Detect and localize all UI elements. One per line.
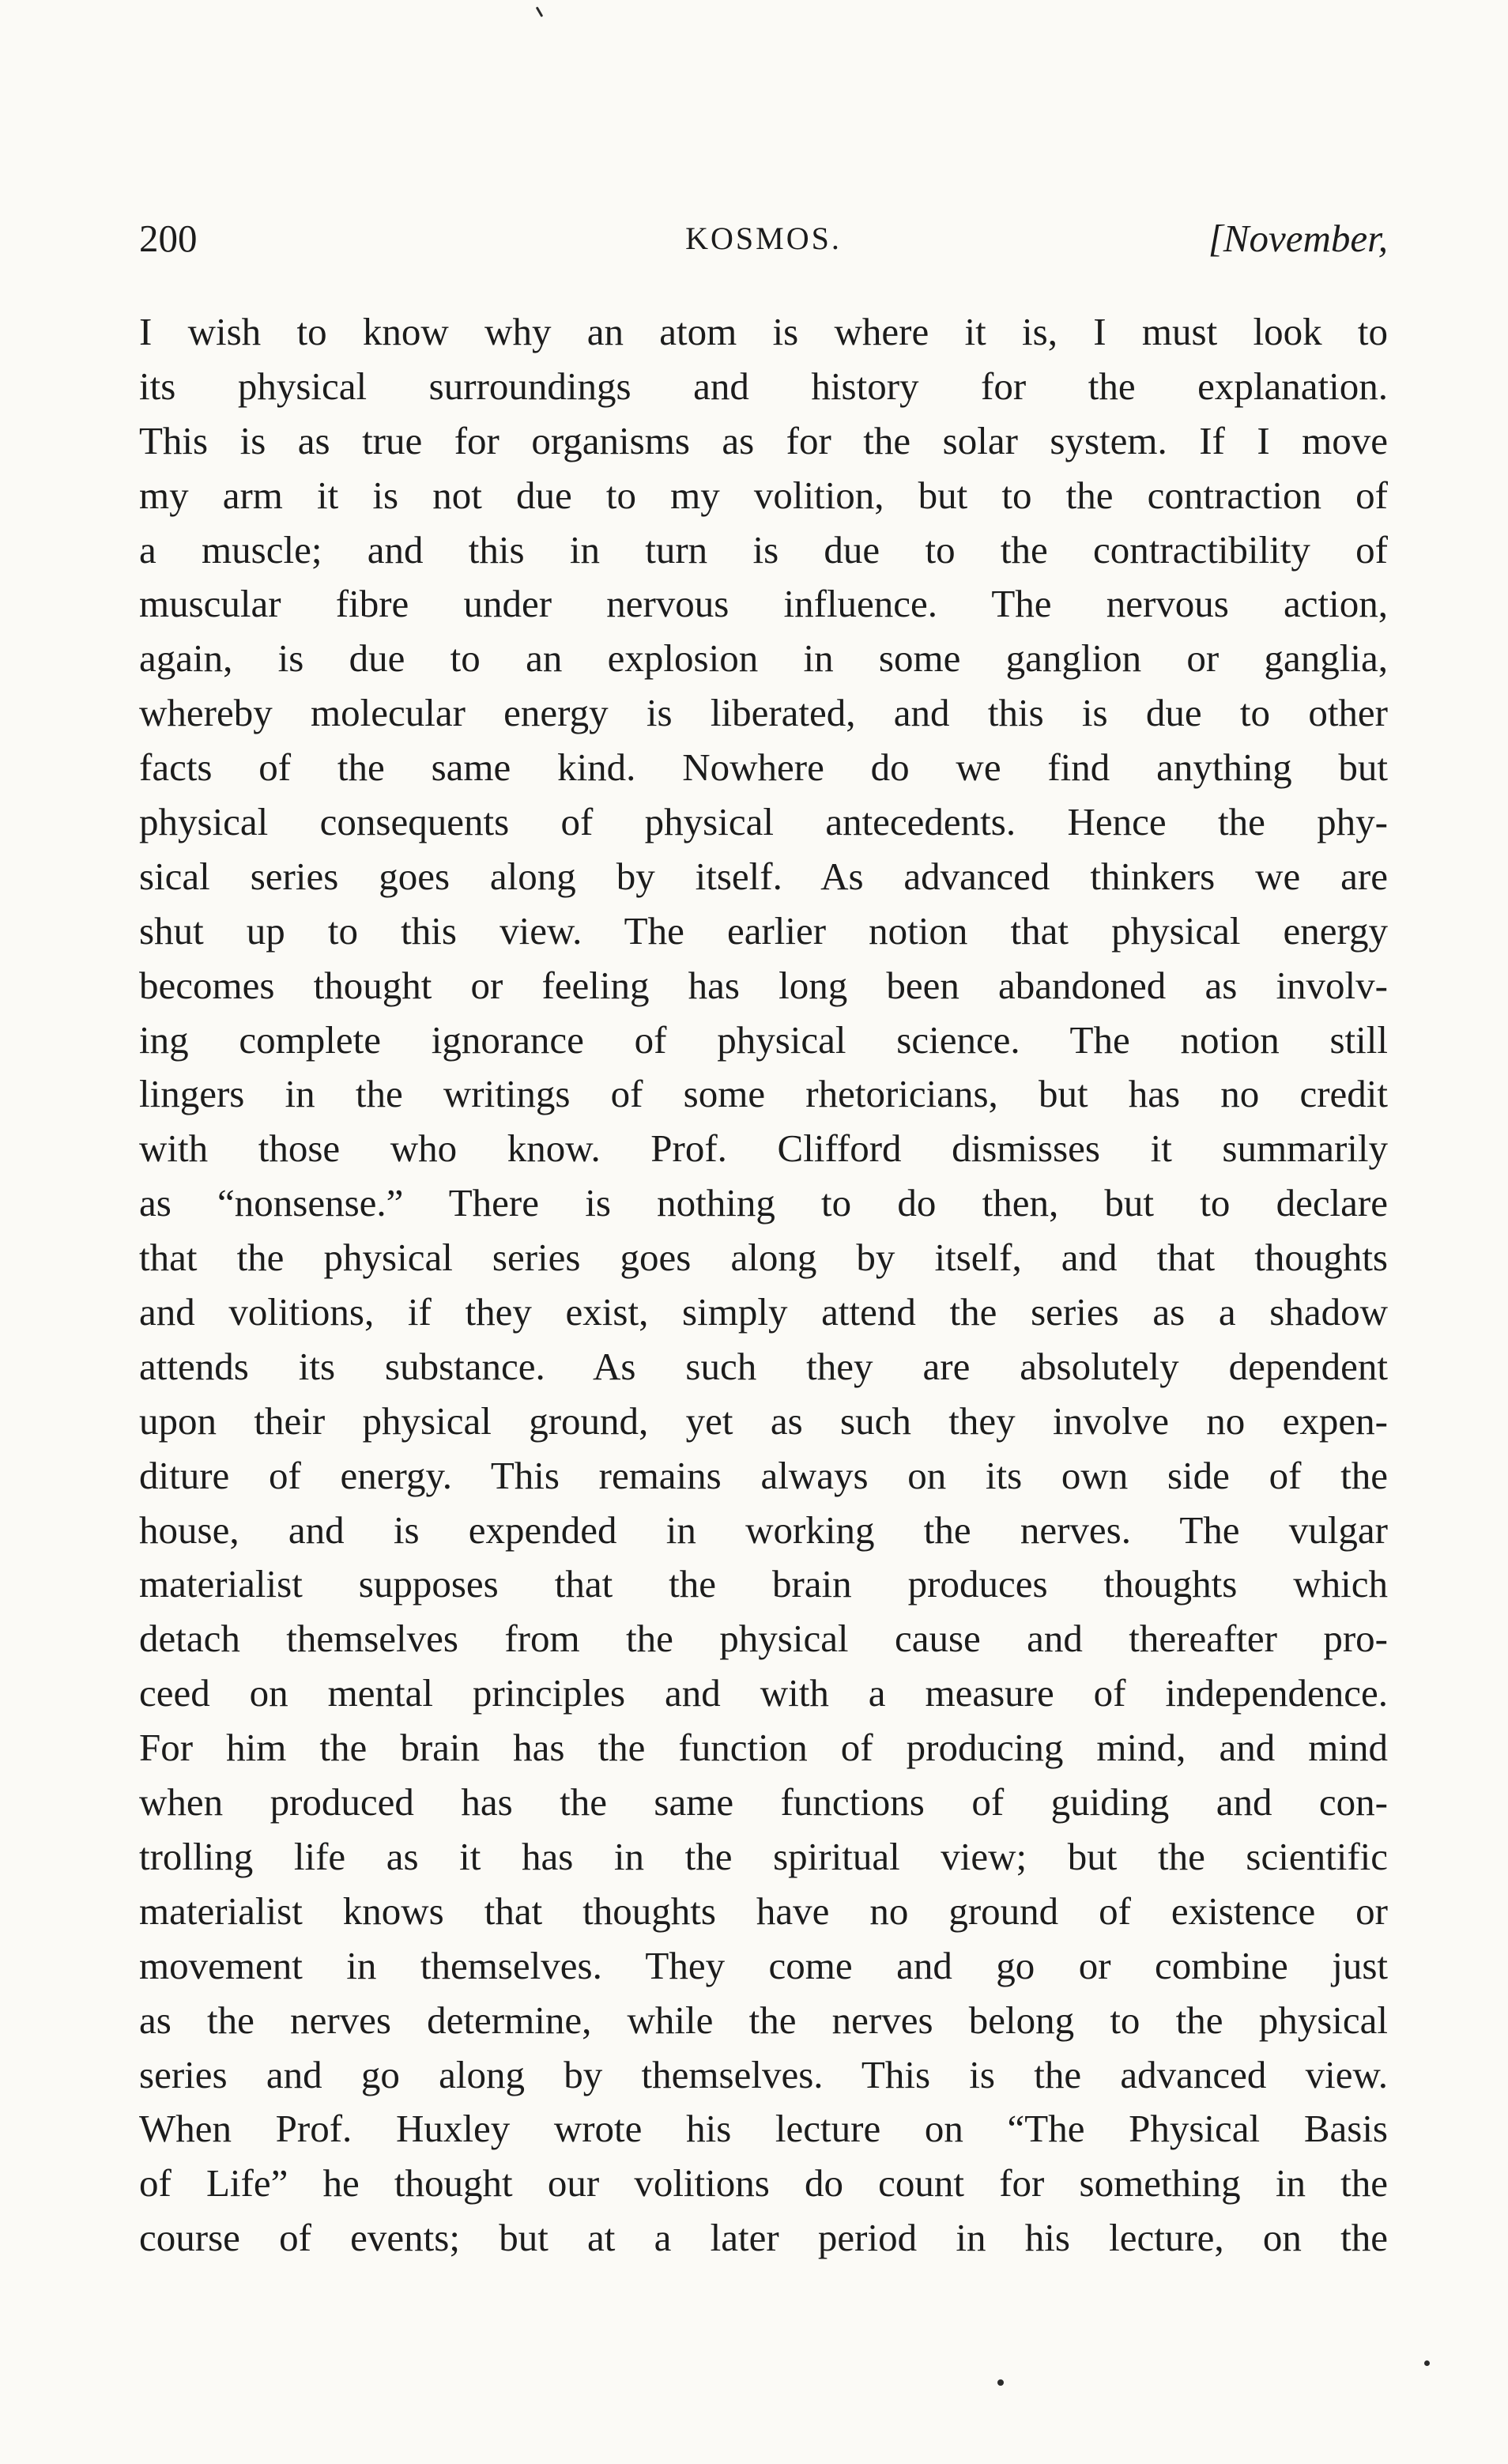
page-header [139,207,1388,270]
text-line: diture of energy. This remains always on its own side of the [139,1453,1388,1497]
text-line: facts of the same kind. Nowhere do we find anything but [139,745,1388,790]
running-head-month: [November, [1208,217,1388,260]
text-line: and volitions, if they exist, simply attend the series as a shadow [139,1290,1388,1334]
text-line: ceed on mental principles and with a measure of independence. [139,1671,1388,1715]
text-line: I wish to know why an atom is where it is, I must look to [139,310,1388,353]
text-line: of Life” he thought our volitions do count for something in the [139,2161,1388,2206]
text-line: upon their physical ground, yet as such they involve no expen- [139,1398,1388,1443]
body-text [139,305,1388,2266]
text-line: course of events; but at a later period in his lecture, on the [139,2216,1388,2260]
text-line: materialist knows that thoughts have no ground of existence or [139,1889,1388,1933]
text-line: again, is due to an explosion in some ganglion or ganglia, [139,636,1388,681]
text-line: For him the brain has the function of producing mind, and mind [139,1726,1388,1770]
text-line: its physical surroundings and history for the explanation. [139,364,1388,408]
ink-speck [1424,2360,1430,2366]
text-line: trolling life as it has in the spiritual view; but the scientific [139,1834,1388,1878]
text-line: as “nonsense.” There is nothing to do then, but to declare [139,1181,1388,1225]
running-head: KOSMOS. [685,221,842,256]
ink-speck [997,2379,1004,2386]
text-line: materialist supposes that the brain produces thoughts which [139,1562,1388,1606]
text-line: lingers in the writings of some rhetoricians, but has no credit [139,1072,1388,1116]
text-line: house, and is expended in working the nerves. The vulgar [139,1507,1388,1552]
page-number: 200 [139,217,198,260]
text-line: when produced has the same functions of guiding and con- [139,1780,1388,1824]
text-line: detach themselves from the physical cause and thereafter pro- [139,1617,1388,1661]
text-line: that the physical series goes along by itself, and that thoughts [139,1236,1388,1280]
text-line: my arm it is not due to my volition, but to the contraction of [139,473,1388,517]
text-line: shut up to this view. The earlier notion that physical energy [139,908,1388,953]
text-line: a muscle; and this in turn is due to the contractibility of [139,527,1388,572]
text-line: with those who know. Prof. Clifford dismisses it summarily [139,1126,1388,1171]
text-line: This is as true for organisms as for the solar system. If I move [139,418,1388,462]
text-line: physical consequents of physical antecedents. Hence the phy- [139,800,1388,844]
text-line: muscular fibre under nervous influence. The nervous action, [139,582,1388,626]
text-line: sical series goes along by itself. As advanced thinkers we are [139,854,1388,898]
text-line: movement in themselves. They come and go or combine just [139,1943,1388,1987]
text-line: attends its substance. As such they are absolutely dependent [139,1344,1388,1388]
text-line: becomes thought or feeling has long been abandoned as involv- [139,963,1388,1007]
text-line: series and go along by themselves. This is the advanced view. [139,2052,1388,2096]
text-line: as the nerves determine, while the nerves belong to the physical [139,1998,1388,2042]
text-line: ing complete ignorance of physical science. The notion still [139,1017,1388,1062]
ink-speck [536,6,544,17]
text-line: When Prof. Huxley wrote his lecture on “The Physical Basis [139,2107,1388,2151]
text-line: whereby molecular energy is liberated, and this is due to other [139,691,1388,735]
